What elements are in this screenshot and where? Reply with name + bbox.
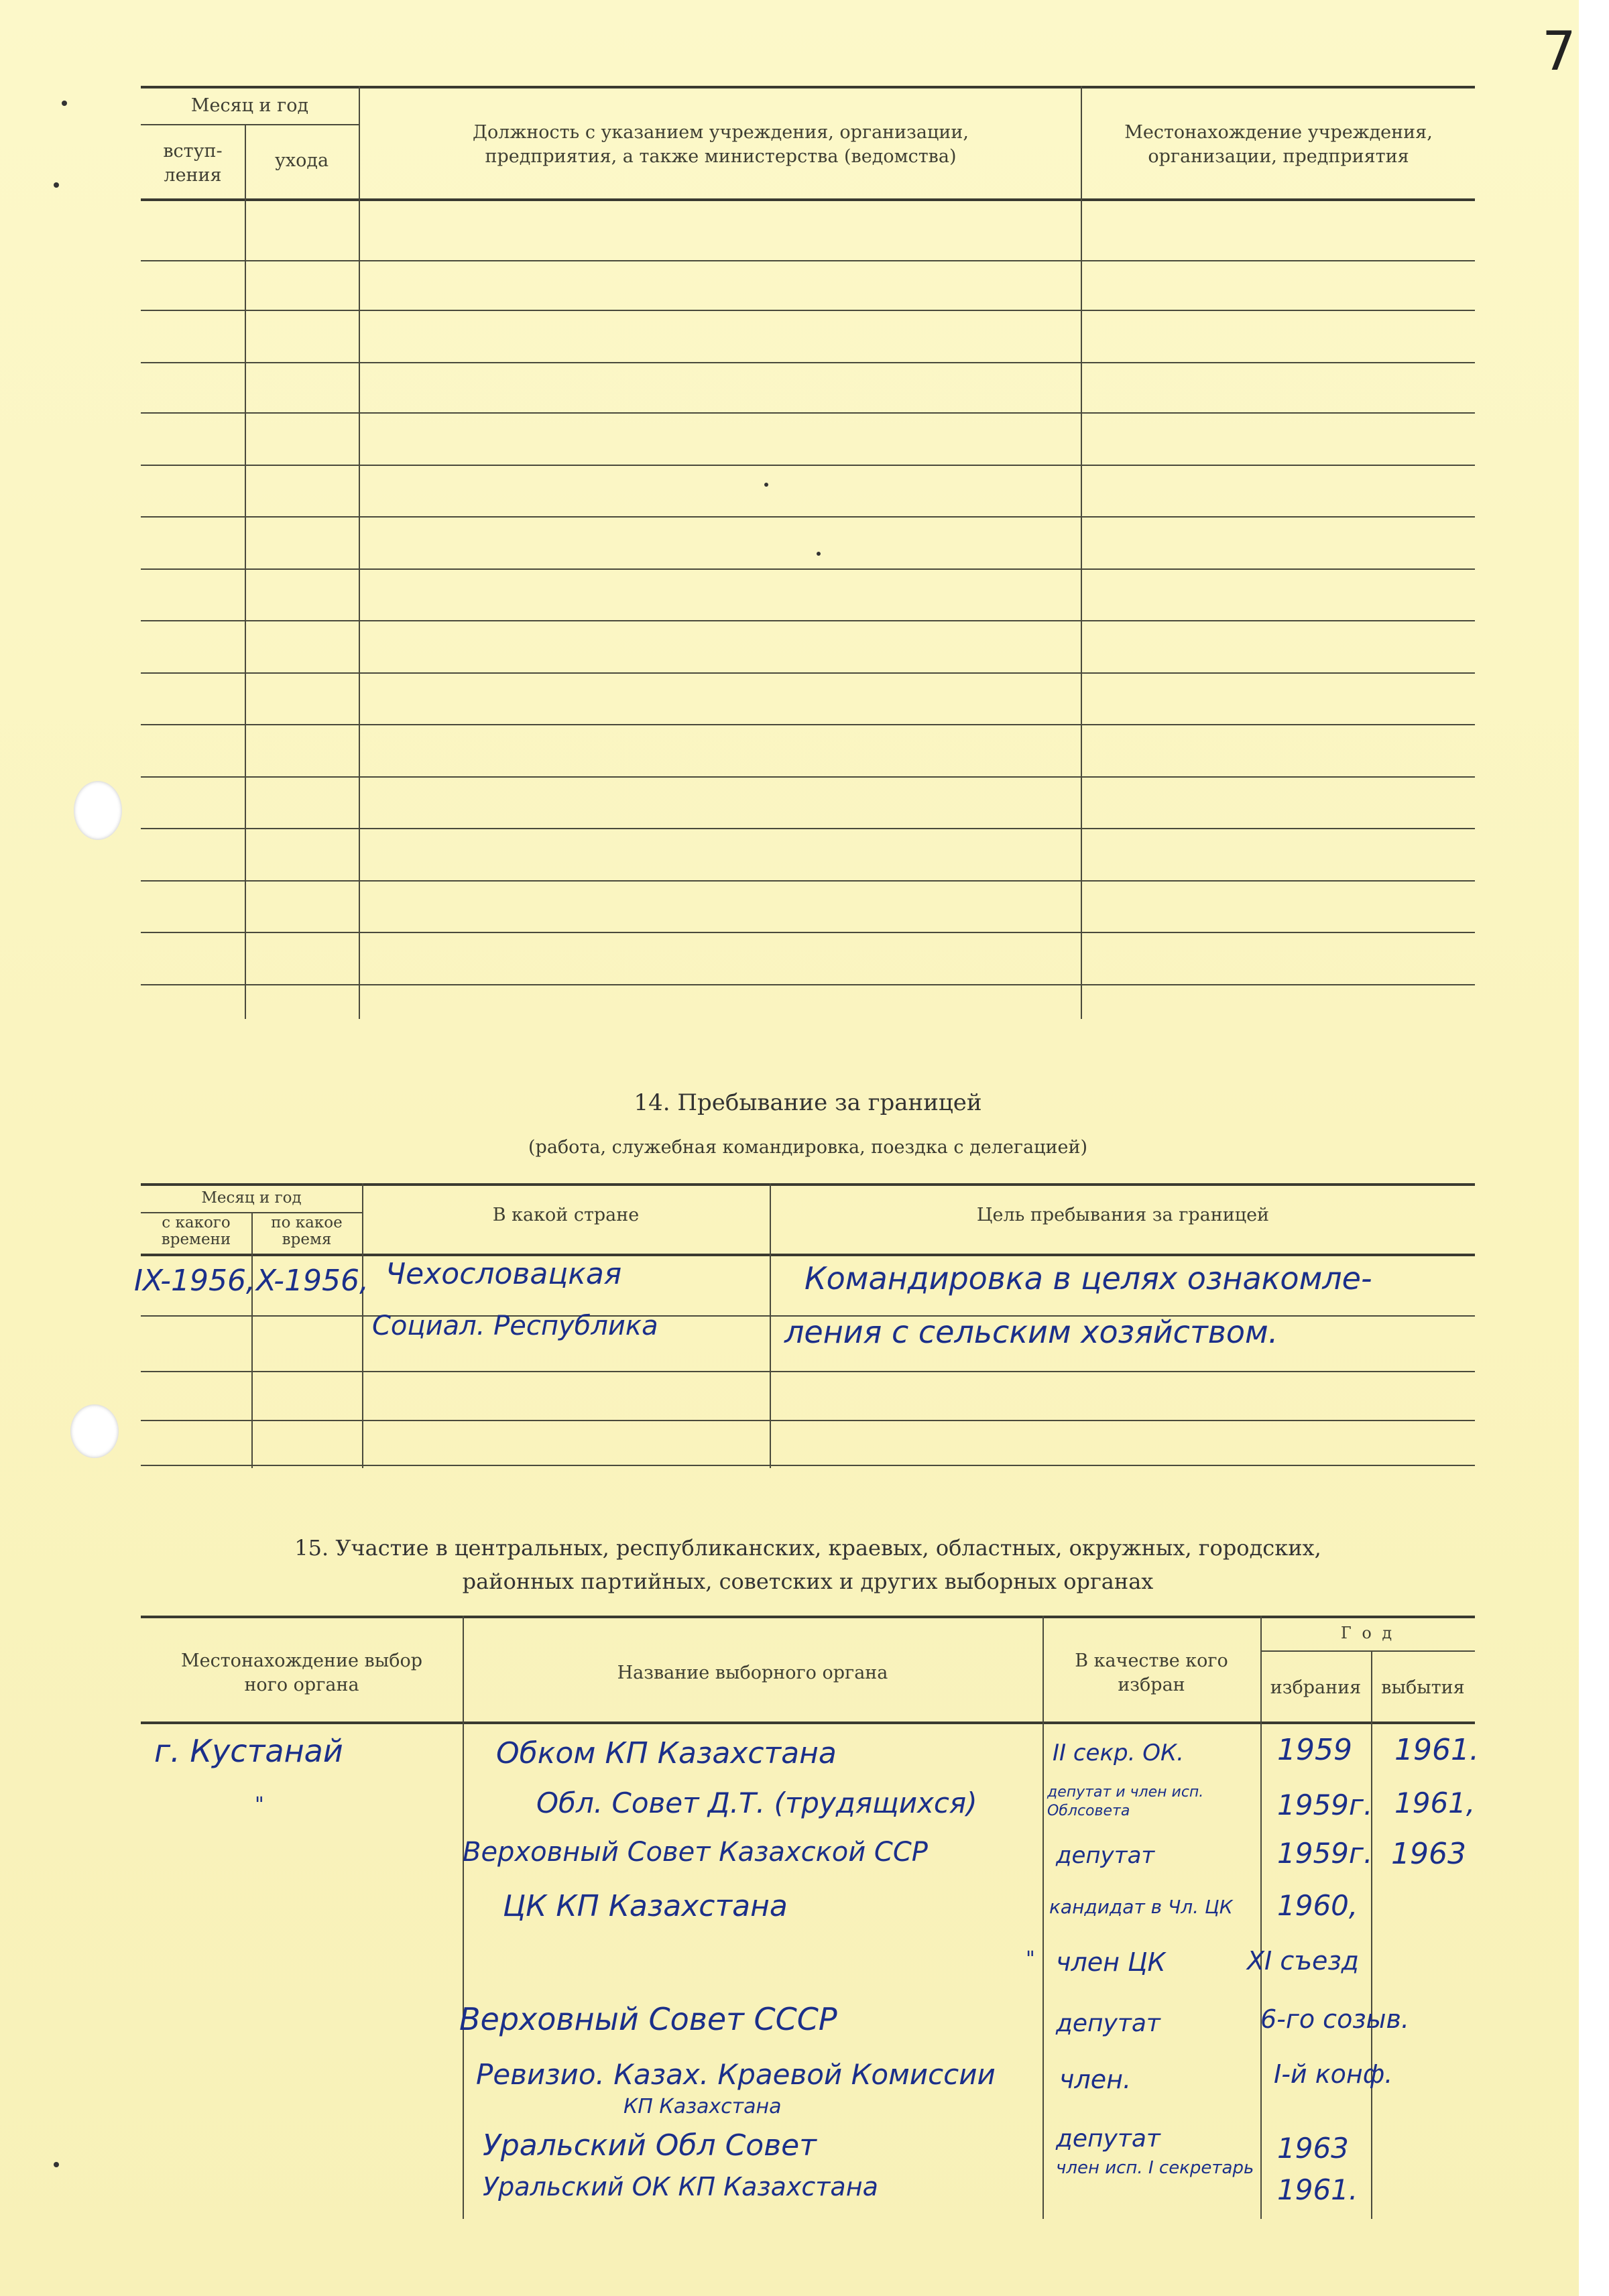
- row-elected: 1959: [1277, 1733, 1352, 1767]
- row-as: депутат: [1056, 2125, 1160, 2153]
- binding-mark: [54, 2162, 59, 2167]
- left-year-header: выбытия: [1381, 1677, 1465, 1698]
- row-as: член ЦК: [1056, 1947, 1166, 1977]
- row-body: Верховный Совет Казахской ССР: [463, 1837, 928, 1868]
- country-value-line1: Чехословацкая: [385, 1257, 622, 1291]
- month-year-header: Месяц и год: [190, 95, 309, 116]
- country-value-line2: Социал. Республика: [372, 1311, 658, 1341]
- abroad-from-header: с какого времени: [161, 1214, 231, 1249]
- purpose-value-line2: ления с сельским хозяйством.: [784, 1314, 1278, 1350]
- row-body: Уральский ОК КП Казахстана: [483, 2172, 878, 2201]
- scan-edge: [1579, 0, 1609, 2296]
- binding-mark: [54, 182, 59, 188]
- purpose-value-line1: Командировка в целях ознакомле-: [804, 1260, 1372, 1296]
- row-body: Ревизио. Казах. Краевой Комиссии: [476, 2058, 996, 2091]
- row-body: КП Казахстана: [623, 2095, 782, 2118]
- section-15-title-line1: 15. Участие в центральных, республиканских, краевых, областных, окружных, городских,: [294, 1535, 1321, 1561]
- row-location: г. Кустанай: [154, 1733, 343, 1769]
- row-elected: I-й конф.: [1274, 2059, 1393, 2089]
- row-elected: 1959г.: [1277, 1789, 1373, 1821]
- abroad-to-header: по какое время: [271, 1214, 343, 1249]
- page-number: 7: [1542, 20, 1576, 82]
- purpose-header: Цель пребывания за границей: [976, 1205, 1270, 1225]
- row-left: 1961,: [1394, 1787, 1476, 1819]
- section-14-subtitle: (работа, служебная командировка, поездка с делегацией): [528, 1137, 1087, 1158]
- elected-location-header: Местонахождение выбор ного органа: [181, 1650, 422, 1696]
- row-location: ": [255, 1793, 264, 1817]
- row-left: 1961.: [1394, 1733, 1479, 1767]
- row-as: депутат и член исп. Облсовета: [1047, 1784, 1204, 1819]
- row-elected: 1959г.: [1277, 1837, 1373, 1870]
- row-body: Обком КП Казахстана: [496, 1736, 837, 1770]
- leave-header: ухода: [274, 150, 329, 171]
- abroad-to-value: X-1956,: [256, 1264, 369, 1298]
- entry-header: вступ- ления: [163, 141, 223, 186]
- elected-as-header: В качестве кого избран: [1075, 1650, 1228, 1696]
- elected-year-header: избрания: [1270, 1677, 1362, 1698]
- row-as: член исп. I секретарь: [1056, 2158, 1254, 2178]
- abroad-from-value: IX-1956,: [134, 1264, 255, 1298]
- row-body: Обл. Совет Д.Т. (трудящихся): [536, 1787, 977, 1819]
- country-header: В какой стране: [492, 1205, 640, 1225]
- abroad-month-year-header: Месяц и год: [201, 1189, 302, 1207]
- punch-hole-bottom: [70, 1404, 119, 1458]
- row-body: Верховный Совет СССР: [459, 2001, 837, 2037]
- section-14-title: 14. Пребывание за границей: [634, 1089, 982, 1116]
- row-as: депутат: [1056, 2010, 1160, 2037]
- binding-mark: [62, 101, 67, 106]
- row-body: Уральский Обл Совет: [483, 2128, 817, 2163]
- elected-body-header: Название выборного органа: [617, 1663, 888, 1683]
- punch-hole-top: [74, 781, 122, 840]
- row-elected: 1963: [1277, 2132, 1349, 2165]
- row-elected: 1960,: [1277, 1889, 1358, 1922]
- row-as: II секр. ОК.: [1053, 1740, 1184, 1766]
- row-elected: XI съезд: [1247, 1946, 1359, 1976]
- row-as: член.: [1059, 2065, 1132, 2094]
- row-body: ": [1026, 1947, 1035, 1971]
- section-15-title-line2: районных партийных, советских и других выборных органах: [462, 1569, 1154, 1594]
- position-header: Должность с указанием учреждения, организации, предприятия, а также министерства (ведомства): [473, 122, 969, 168]
- row-elected: 6-го созыв.: [1260, 2004, 1410, 2034]
- row-elected: 1961.: [1277, 2173, 1358, 2206]
- row-as: депутат: [1056, 1842, 1155, 1869]
- row-left: 1963: [1391, 1837, 1466, 1871]
- year-header: Г о д: [1340, 1624, 1395, 1642]
- row-body: ЦК КП Казахстана: [503, 1889, 788, 1923]
- row-as: кандидат в Чл. ЦК: [1049, 1896, 1233, 1918]
- location-header: Местонахождение учреждения, организации, предприятия: [1124, 122, 1433, 168]
